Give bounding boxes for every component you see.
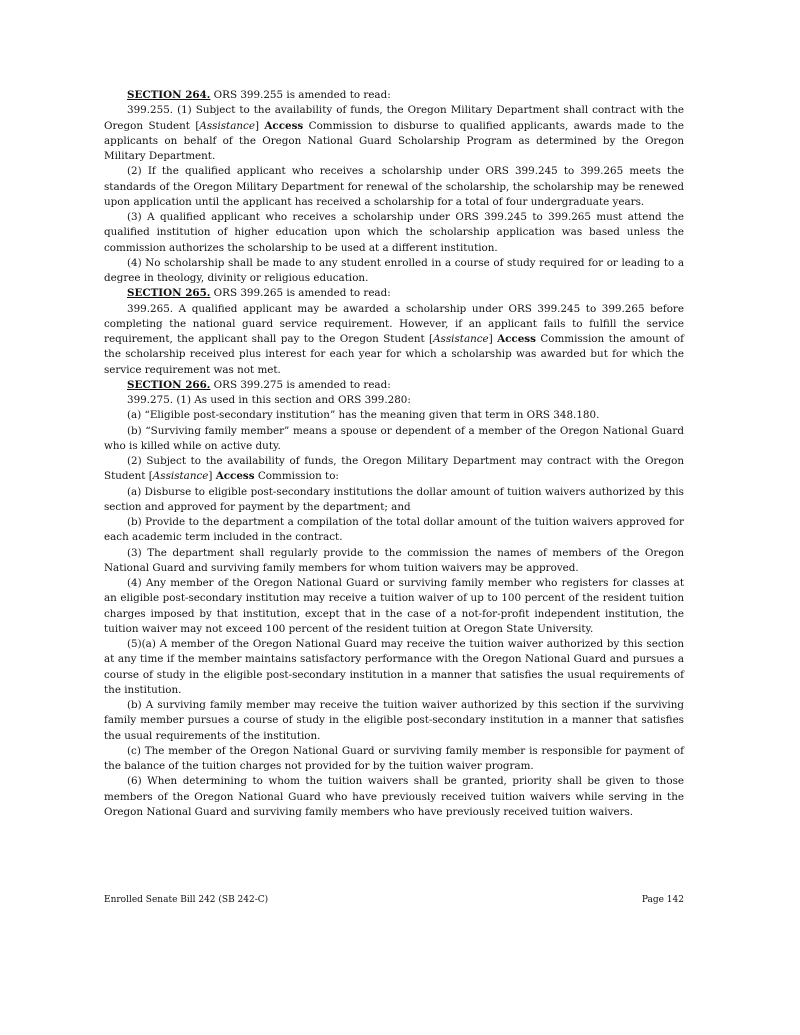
text-run: (b) Provide to the department a compilation of the total dollar amount of the tuition waivers approved for each academic term included in the contract.	[104, 516, 684, 544]
paragraph	[104, 515, 684, 546]
text-run: (4) No scholarship shall be made to any student enrolled in a course of study required for or leading to a degree in theology, divinity or religious education.	[104, 256, 684, 284]
paragraph	[104, 454, 684, 485]
text-run: ORS 399.265 is amended to read:	[210, 287, 391, 300]
paragraph	[104, 88, 684, 103]
text-run: (4) Any member of the Oregon National Guard or surviving family member who registers for classes at an eligible post-secondary institution may receive a tuition waiver of up to 100 percent of the resident tuition charges imposed by that institution, except that in the case of a not-for-profit independent institution, the tuition waiver may not exceed 100 percent of the resident tuition at Oregon State University.	[104, 577, 684, 635]
paragraph	[104, 424, 684, 455]
paragraph	[104, 774, 684, 820]
text-run: (b) A surviving family member may receive the tuition waiver authorized by this section if the surviving family member pursues a course of study in the eligible post-secondary institution in a manner that satisfies the usual requirements of the institution.	[104, 699, 684, 742]
text-run: Commission to disburse to qualified applicants, awards made to the applicants on behalf of the Oregon National Guard Scholarship Program as determined by the Oregon Military Department.	[104, 119, 684, 162]
paragraph	[104, 378, 684, 393]
inserted-text: Access	[215, 470, 255, 483]
paragraph	[104, 210, 684, 256]
paragraph	[104, 637, 684, 698]
text-run: (c) The member of the Oregon National Guard or surviving family member is responsible for payment of the balance of the tuition charges not provided for by the tuition waiver program.	[104, 744, 684, 772]
text-run: (6) When determining to whom the tuition waivers shall be granted, priority shall be given to those members of the Oregon National Guard who have previously received tuition waivers while serving in the Oregon National Guard and surviving family members who have previously received tuition waivers.	[104, 775, 684, 818]
footer-page-number: Page 142	[641, 895, 684, 905]
section-heading: SECTION 266.	[127, 378, 211, 391]
footer-bill-name: Enrolled Senate Bill 242 (SB 242-C)	[104, 895, 269, 905]
deleted-text: Assistance	[152, 470, 209, 483]
deleted-text: Assistance	[433, 333, 489, 345]
text-run: 399.265. A qualified applicant may be awarded a scholarship under ORS 399.245 to 399.265 before completing the national guard service requirement. However, if an applicant fails to fulfill the service requirement, the applicant shall pay to the Oregon Student [	[104, 302, 684, 345]
text-run: 399.255. (1) Subject to the availability of funds, the Oregon Military Department shall contract with the Oregon Student [	[104, 104, 684, 132]
deleted-text: Assistance	[199, 119, 255, 132]
text-run: (a) Disburse to eligible post-secondary institutions the dollar amount of tuition waivers authorized by this section and approved for payment by the department; and	[104, 485, 684, 513]
text-run: (a) “Eligible post-secondary institution” has the meaning given that term in ORS 348.180.	[127, 409, 600, 422]
paragraph	[104, 164, 684, 210]
inserted-text: Access	[497, 333, 536, 345]
paragraph	[104, 576, 684, 637]
text-run: ]	[208, 470, 216, 483]
text-run: 399.275. (1) As used in this section and ORS 399.280:	[127, 394, 411, 406]
paragraph	[104, 698, 684, 744]
text-run: ORS 399.275 is amended to read:	[210, 378, 391, 391]
paragraph	[104, 286, 684, 301]
section-heading: SECTION 265.	[127, 287, 211, 300]
paragraph	[104, 744, 684, 775]
text-run: (b) “Surviving family member” means a spouse or dependent of a member of the Oregon National Guard who is killed while on active duty.	[104, 424, 684, 452]
paragraph	[104, 103, 684, 164]
text-run: (2) Subject to the availability of funds, the Oregon Military Department may contract with the Oregon Student [	[104, 455, 684, 483]
text-run: Commission to:	[254, 470, 339, 483]
text-run: ]	[254, 119, 265, 132]
page-footer	[104, 895, 684, 905]
inserted-text: Access	[264, 119, 304, 132]
text-run: ORS 399.255 is amended to read:	[210, 89, 391, 101]
text-run: (2) If the qualified applicant who receives a scholarship under ORS 399.245 to 399.265 meets the standards of the Oregon Military Department for renewal of the scholarship, the scholarship may be renewed upon application until the applicant has received a scholarship for a total of four undergraduate years.	[104, 165, 684, 208]
text-run: Commission the amount of the scholarship received plus interest for each year for which a scholarship was awarded but for which the service requirement was not met.	[104, 333, 684, 376]
paragraph	[104, 256, 684, 287]
paragraph	[104, 302, 684, 378]
paragraph	[104, 546, 684, 577]
paragraph	[104, 408, 684, 423]
document-body	[104, 88, 684, 820]
text-run: ]	[488, 333, 498, 345]
text-run: (3) A qualified applicant who receives a scholarship under ORS 399.245 to 399.265 must attend the qualified institution of higher education upon which the scholarship application was based unless the commission authorizes the scholarship to be used at a different institution.	[104, 211, 684, 254]
paragraph	[104, 485, 684, 516]
paragraph	[104, 393, 684, 408]
section-heading: SECTION 264.	[127, 89, 211, 101]
text-run: (3) The department shall regularly provide to the commission the names of members of the Oregon National Guard and surviving family members for whom tuition waivers may be approved.	[104, 546, 684, 574]
text-run: (5)(a) A member of the Oregon National Guard may receive the tuition waiver authorized by this section at any time if the member maintains satisfactory performance with the Oregon National Guard and pursues a course of study in the eligible post-secondary institution in a manner that satisfies the usual requirements of the institution.	[104, 638, 684, 696]
